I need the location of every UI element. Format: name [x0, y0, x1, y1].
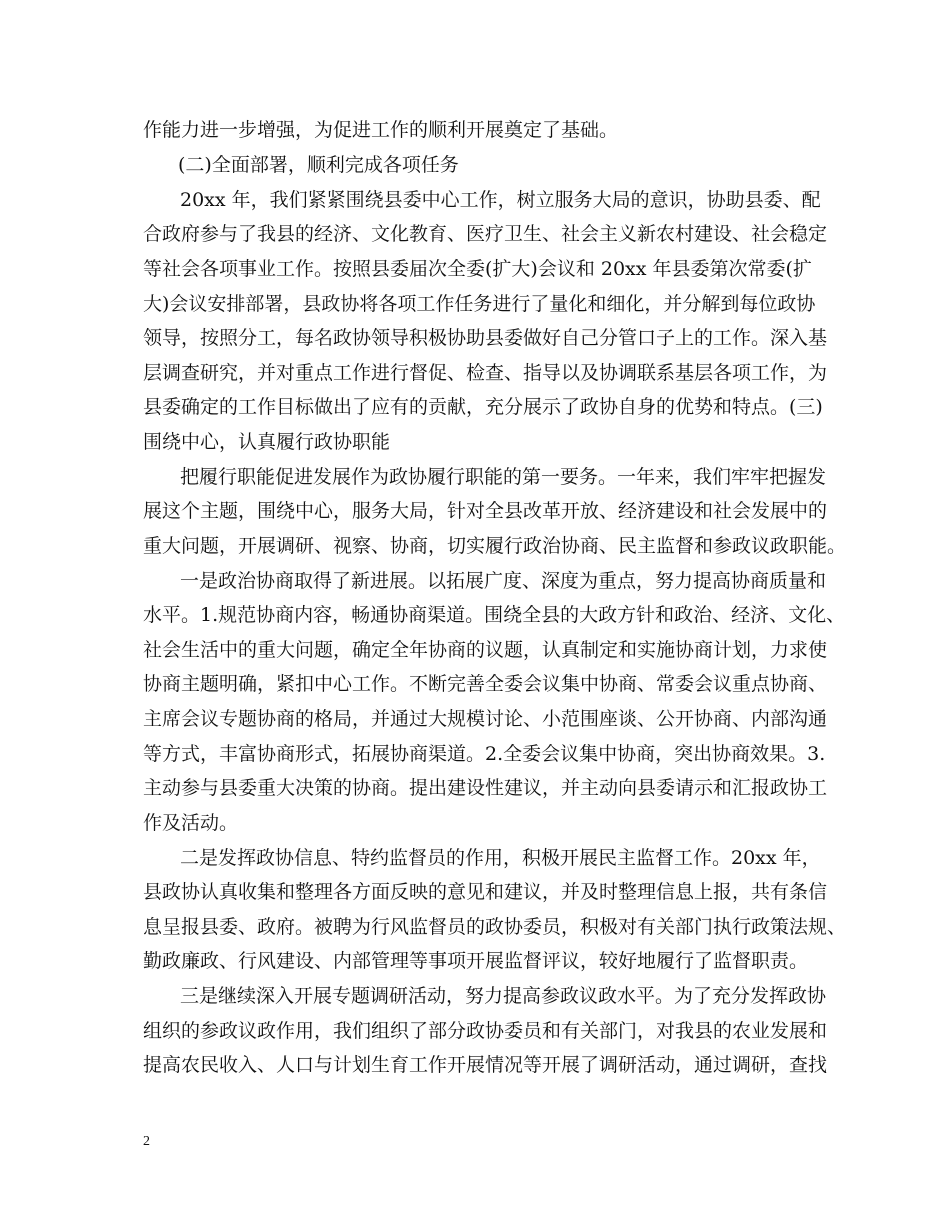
text-line: 作及活动。	[143, 812, 239, 834]
text-line: 主席会议专题协商的格局，并通过大规模讨论、小范围座谈、公开协商、内部沟通	[143, 708, 828, 730]
text-line: 把履行职能促进发展作为政协履行职能的第一要务。一年来，我们牢牢把握发	[180, 466, 827, 488]
section-heading: (二)全面部署，顺利完成各项任务	[178, 154, 459, 176]
text-line: 社会生活中的重大问题，确定全年协商的议题，认真制定和实施协商计划，力求使	[143, 639, 828, 661]
text-line: 展这个主题，围绕中心，服务大局，针对全县改革开放、经济建设和社会发展中的	[143, 500, 828, 522]
text-line: 三是继续深入开展专题调研活动，努力提高参政议政水平。为了充分发挥政协	[180, 985, 827, 1007]
text-line: 水平。1.规范协商内容，畅通协商渠道。围绕全县的大政方针和政治、经济、文化、	[143, 604, 846, 626]
text-line: 大)会议安排部署，县政协将各项工作任务进行了量化和细化，并分解到每位政协	[143, 293, 816, 315]
text-line: 勤政廉政、行风建设、内部管理等事项开展监督评议，较好地履行了监督职责。	[143, 950, 809, 972]
text-line: 等方式，丰富协商形式，拓展协商渠道。2.全委会议集中协商，突出协商效果。3.	[143, 743, 826, 765]
text-line: 作能力进一步增强，为促进工作的顺利开展奠定了基础。	[143, 119, 619, 141]
text-line: 合政府参与了我县的经济、文化教育、医疗卫生、社会主义新农村建设、社会稳定	[143, 223, 828, 245]
text-line: 协商主题明确，紧扣中心工作。不断完善全委会议集中协商、常委会议重点协商、	[143, 673, 828, 695]
text-line: 县委确定的工作目标做出了应有的贡献，充分展示了政协自身的优势和特点。(三)	[143, 396, 823, 418]
page-number: 2	[143, 1134, 150, 1149]
text-line: 领导，按照分工，每名政协领导积极协助县委做好自己分管口子上的工作。深入基	[143, 327, 828, 349]
text-line: 一是政治协商取得了新进展。以拓展广度、深度为重点，努力提高协商质量和	[180, 570, 827, 592]
text-line: 重大问题，开展调研、视察、协商，切实履行政治协商、民主监督和参政议政职能。	[143, 535, 847, 557]
text-line: 围绕中心，认真履行政协职能	[143, 431, 391, 453]
text-line: 息呈报县委、政府。被聘为行风监督员的政协委员，积极对有关部门执行政策法规、	[143, 916, 847, 938]
text-line: 层调查研究，并对重点工作进行督促、检查、指导以及协调联系基层各项工作，为	[143, 362, 828, 384]
text-line: 主动参与县委重大决策的协商。提出建设性建议，并主动向县委请示和汇报政协工	[143, 777, 828, 799]
text-line: 县政协认真收集和整理各方面反映的意见和建议，并及时整理信息上报，共有条信	[143, 881, 828, 903]
text-line: 组织的参政议政作用，我们组织了部分政协委员和有关部门，对我县的农业发展和	[143, 1020, 828, 1042]
text-line: 等社会各项事业工作。按照县委届次全委(扩大)会议和 20xx 年县委第次常委(扩	[143, 258, 812, 280]
text-line: 提高农民收入、人口与计划生育工作开展情况等开展了调研活动，通过调研，查找	[143, 1054, 828, 1076]
text-line: 20xx 年，我们紧紧围绕县委中心工作，树立服务大局的意识，协助县委、配	[180, 189, 821, 211]
text-line: 二是发挥政协信息、特约监督员的作用，积极开展民主监督工作。20xx 年，	[180, 847, 821, 869]
